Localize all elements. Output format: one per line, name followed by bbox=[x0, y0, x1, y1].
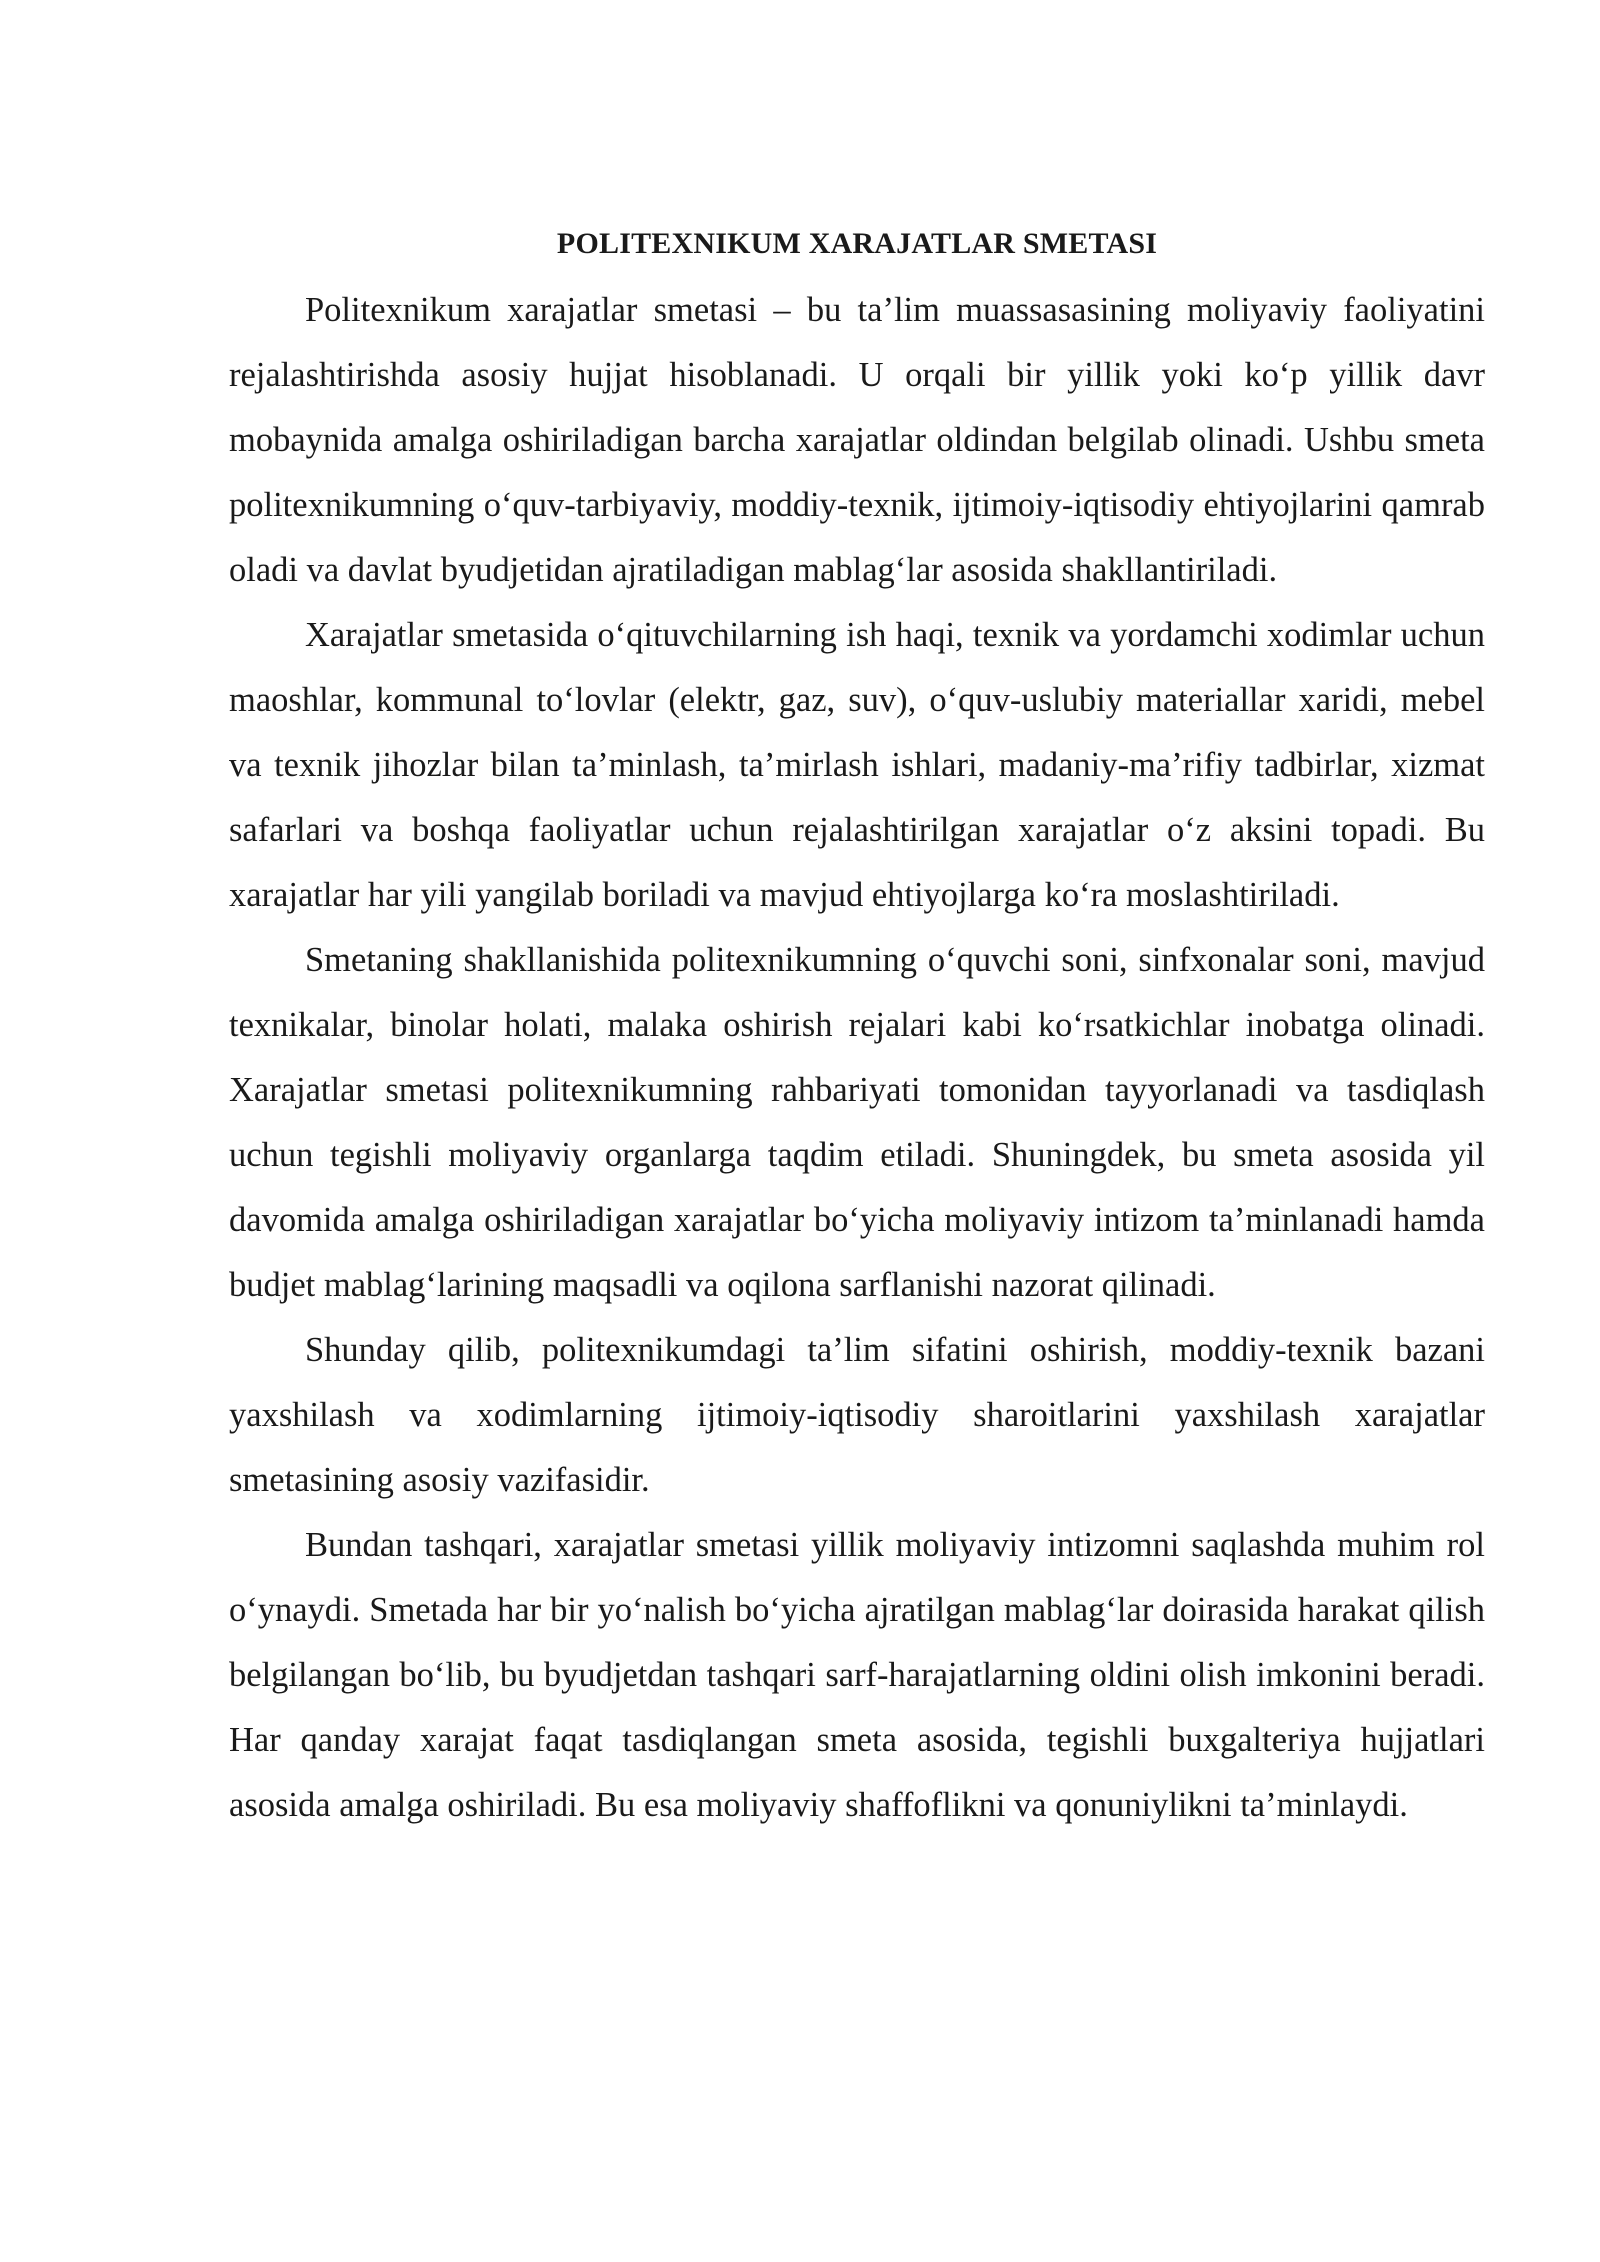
paragraph-2: Xarajatlar smetasida o‘qituvchilarning ish haqi, texnik va yordamchi xodimlar uchun maoshlar, kommunal to‘lovlar (elektr, gaz, suv), o‘quv-uslubiy materiallar xaridi, mebel va texnik jihozlar bilan ta’minlash, ta’mirlash ishlari, madaniy-ma’rifiy tadbirlar, xizmat safarlari va boshqa faoliyatlar uchun rejalashtirilgan xarajatlar o‘z aksini topadi. Bu xarajatlar har yili yangilab boriladi va mavjud ehtiyojlarga ko‘ra moslashtiriladi. bbox=[229, 616, 1485, 914]
paragraph-5: Bundan tashqari, xarajatlar smetasi yillik moliyaviy intizomni saqlashda muhim rol o‘ynaydi. Smetada har bir yo‘nalish bo‘yicha ajratilgan mablag‘lar doirasida harakat qilish belgilangan bo‘lib, bu byudjetdan tashqari sarf-harajatlarning oldini olish imkonini beradi. Har qanday xarajat faqat tasdiqlangan smeta asosida, tegishli buxgalteriya hujjatlari asosida amalga oshiriladi. Bu esa moliyaviy shaffoflikni va qonuniylikni ta’minlaydi. bbox=[229, 1526, 1485, 1824]
paragraph-3: Smetaning shakllanishida politexnikumning o‘quvchi soni, sinfxonalar soni, mavjud texnikalar, binolar holati, malaka oshirish rejalari kabi ko‘rsatkichlar inobatga olinadi. Xarajatlar smetasi politexnikumning rahbariyati tomonidan tayyorlanadi va tasdiqlash uchun tegishli moliyaviy organlarga taqdim etiladi. Shuningdek, bu smeta asosida yil davomida amalga oshiriladigan xarajatlar bo‘yicha moliyaviy intizom ta’minlanadi hamda budjet mablag‘larining maqsadli va oqilona sarflanishi nazorat qilinadi. bbox=[229, 941, 1485, 1304]
document-title: POLITEXNIKUM XARAJATLAR SMETASI bbox=[556, 227, 1158, 260]
document-page bbox=[229, 222, 1485, 1838]
paragraph-4: Shunday qilib, politexnikumdagi ta’lim sifatini oshirish, moddiy-texnik bazani yaxshilash va xodimlarning ijtimoiy-iqtisodiy sharoitlarini yaxshilash xarajatlar smetasining asosiy vazifasidir. bbox=[229, 1331, 1485, 1499]
paragraph-1: Politexnikum xarajatlar smetasi – bu ta’lim muassasasining moliyaviy faoliyatini rejalashtirishda asosiy hujjat hisoblanadi. U orqali bir yillik yoki ko‘p yillik davr mobaynida amalga oshiriladigan barcha xarajatlar oldindan belgilab olinadi. Ushbu smeta politexnikumning o‘quv-tarbiyaviy, moddiy-texnik, ijtimoiy-iqtisodiy ehtiyojlarini qamrab oladi va davlat byudjetidan ajratiladigan mablag‘lar asosida shakllantiriladi. bbox=[229, 291, 1485, 589]
